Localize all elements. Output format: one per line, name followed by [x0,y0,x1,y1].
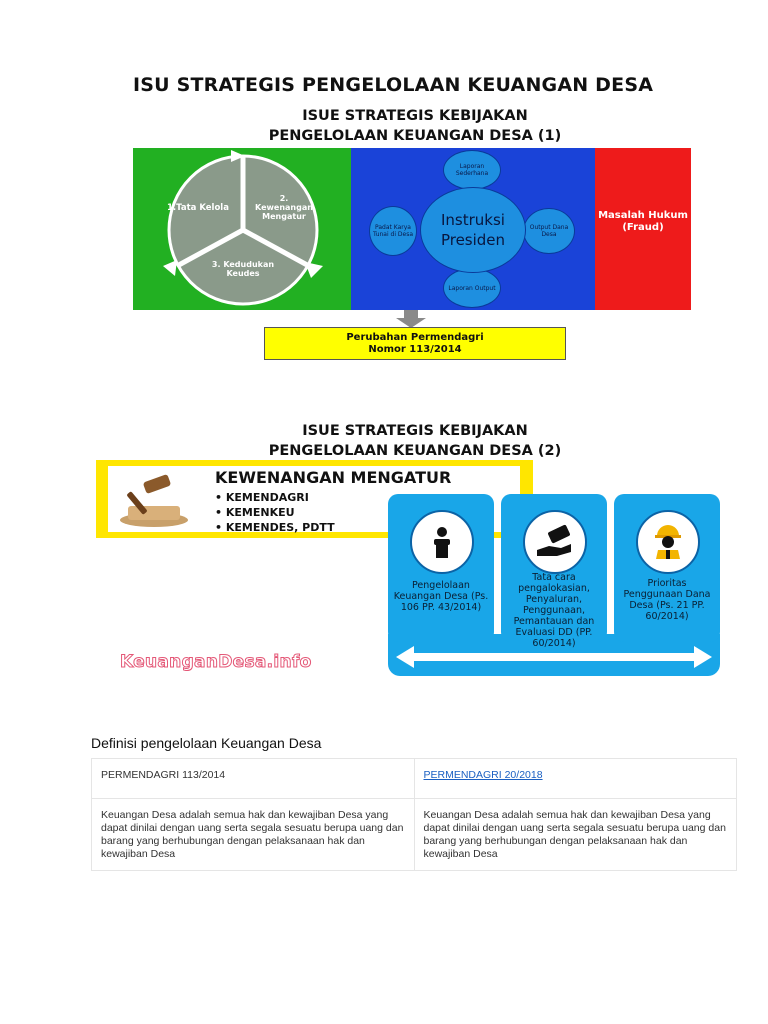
figure2-title [230,421,600,461]
figure1-diagram [133,148,691,310]
table-header-cell [414,759,737,799]
center-bubble-instruksi-presiden: Instruksi Presiden [420,187,526,273]
table-cell: Keuangan Desa adalah semua hak dan kewajiban Desa yang dapat dinilai dengan uang serta segala sesuatu berupa uang dan barang yang berhubungan dengan pelaksanaan hak dan kewajiban Desa [414,799,737,871]
permendagri-change-line1: Perubahan Permendagri [346,332,484,343]
figure2-title-line2: PENGELOLAAN KEUANGAN DESA (2) [268,443,562,459]
authority-item: • KEMENDAGRI [215,491,309,504]
cycle-item-1: 1.Tata Kelola [167,203,229,213]
permendagri-change-box [264,327,566,360]
definition-table [91,758,737,871]
bubble-output-dana-desa: Output Dana Desa [523,208,575,254]
cycle-diagram [133,148,351,310]
figure1-title [230,106,600,146]
card-prioritas [614,494,720,642]
table-header-row [92,759,737,799]
hand-money-icon [523,510,587,574]
bubble-laporan-sederhana: Laporan Sederhana [443,150,501,190]
document-title: ISU STRATEGIS PENGELOLAAN KEUANGAN DESA [133,74,654,96]
card-pengelolaan [388,494,494,642]
bubble-laporan-output: Laporan Output [443,268,501,308]
worker-helmet-icon [636,510,700,574]
down-arrow-icon [396,310,426,328]
section-heading: Definisi pengelolaan Keuangan Desa [91,735,322,751]
speaker-podium-icon [410,510,474,574]
figure1-title-line2: PENGELOLAAN KEUANGAN DESA (1) [268,128,562,144]
card-prioritas-text: Prioritas Penggunaan Dana Desa (Ps. 21 PP. 60/2014) [623,578,711,622]
authority-item: • KEMENKEU [215,506,295,519]
double-arrow-icon [396,646,712,668]
legal-issue-label: Masalah Hukum (Fraud) [598,210,688,233]
bubble-padat-karya: Padat Karya Tunai di Desa [369,206,417,256]
permendagri-change-line2: Nomor 113/2014 [368,344,462,355]
authority-cards [388,494,720,676]
table-row [92,799,737,871]
table-cell: Keuangan Desa adalah semua hak dan kewajiban Desa yang dapat dinilai dengan uang serta segala sesuatu berupa uang dan barang yang berhubungan dengan pelaksanaan hak dan kewajiban Desa [92,799,415,871]
authority-list [215,490,335,535]
permendagri-2018-link[interactable]: PERMENDAGRI 20/2018 [423,769,543,781]
figure1-title-line1: ISUE STRATEGIS KEBIJAKAN [302,108,528,124]
table-header-cell: PERMENDAGRI 113/2014 [92,759,415,799]
gavel-icon [114,470,194,528]
authority-item: • KEMENDES, PDTT [215,521,335,534]
figure2-title-line1: ISUE STRATEGIS KEBIJAKAN [302,423,528,439]
authority-banner-title: KEWENANGAN MENGATUR [215,468,452,487]
card-tata-cara-text: Tata cara pengalokasian, Penyaluran, Penggunaan, Pemantauan dan Evaluasi DD (PP. 60/2014) [513,572,595,649]
cycle-item-3: 3. Kedudukan Keudes [211,260,275,278]
cycle-item-2: 2. Kewenangan Mengatur [255,194,313,221]
card-tata-cara [501,494,607,649]
watermark: KeuanganDesa.info [120,652,312,672]
card-pengelolaan-text: Pengelolaan Keuangan Desa (Ps. 106 PP. 43/2014) [393,580,489,613]
